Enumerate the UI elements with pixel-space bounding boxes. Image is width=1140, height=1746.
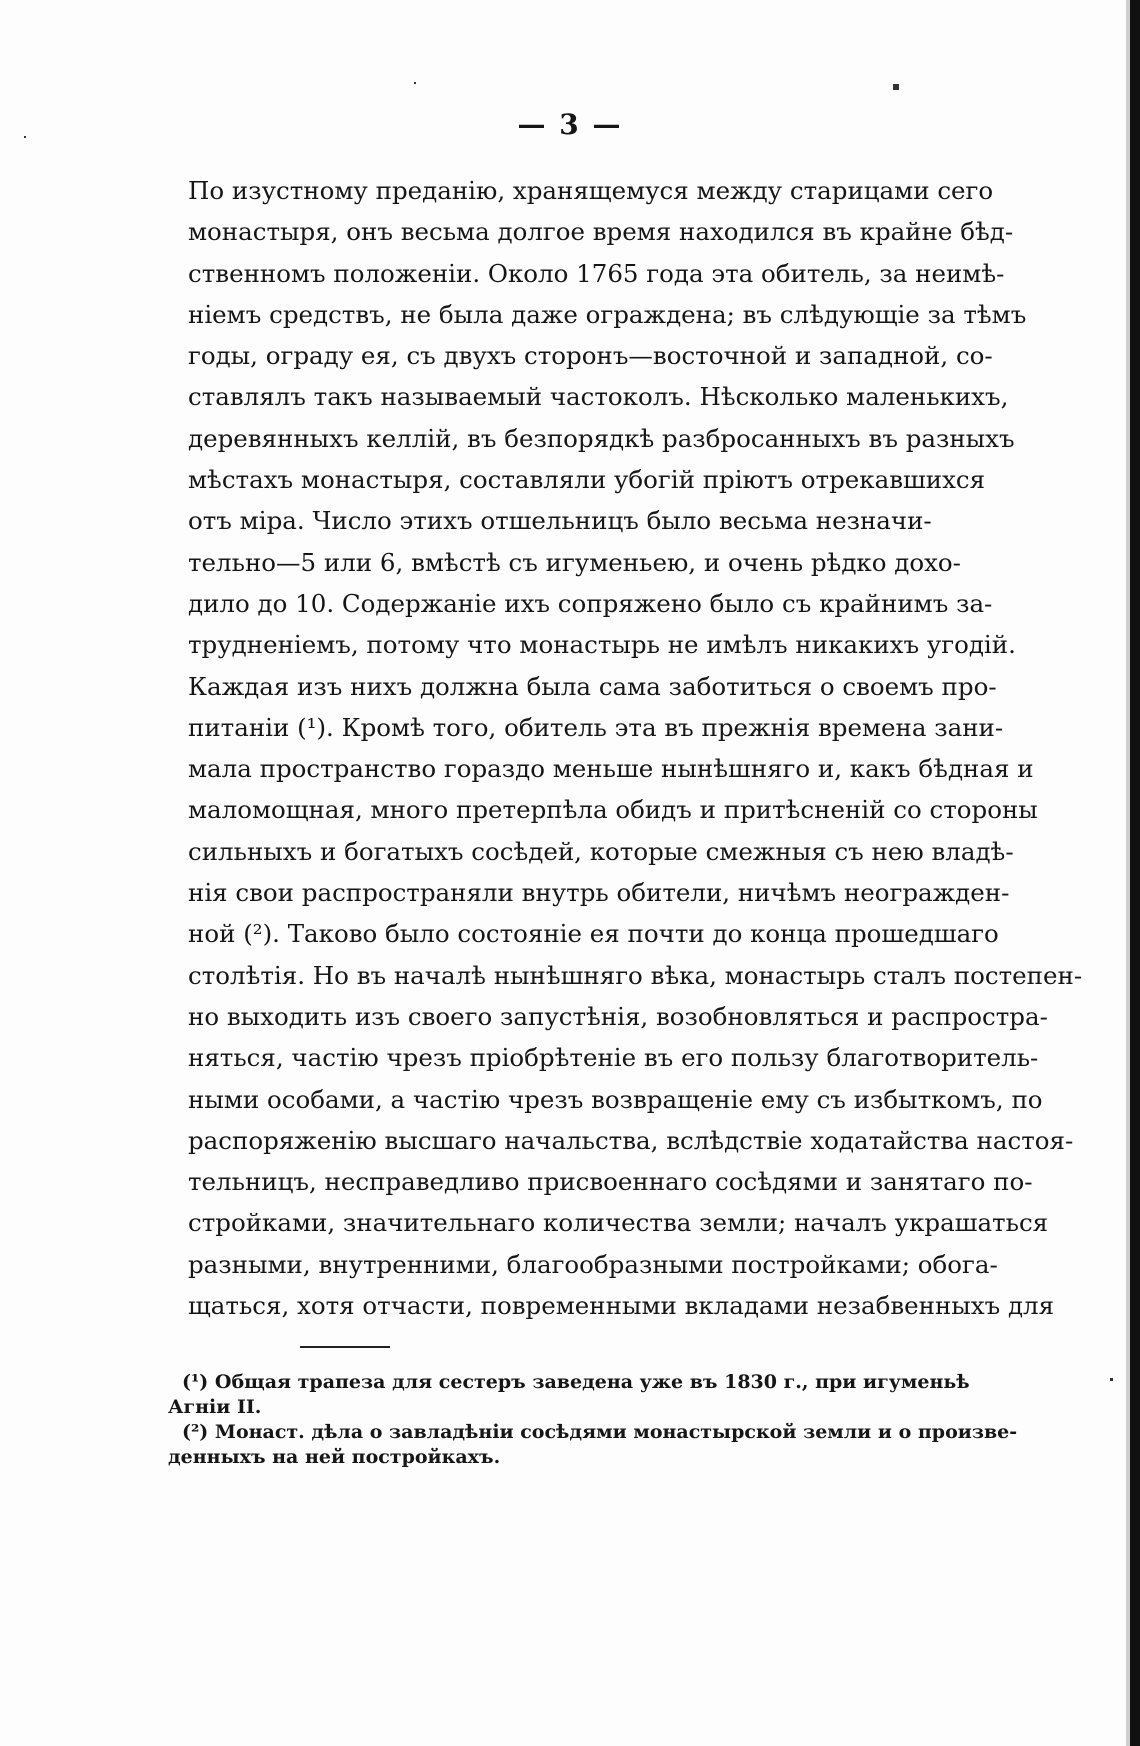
text-line: Каждая изъ нихъ должна была сама заботиться о своемъ про- [188, 671, 997, 701]
footnotes [168, 1370, 1018, 1470]
text-line: монастыря, онъ весьма долгое время находился въ крайне бѣд- [188, 217, 1014, 247]
text-line: трудненіемъ, потому что монастырь не имѣлъ никакихъ угодій. [188, 630, 1016, 660]
text-line: ставлялъ такъ называемый частоколъ. Нѣсколько маленькихъ, [188, 382, 1009, 412]
footnote-2 [168, 1420, 1018, 1470]
text-line: дило до 10. Содержаніе ихъ сопряжено было съ крайнимъ за- [188, 588, 993, 618]
text-line: деревянныхъ келлій, въ безпорядкѣ разбросанныхъ въ разныхъ [188, 423, 1015, 453]
footnote-line: денныхъ на ней постройкахъ. [168, 1446, 501, 1468]
scan-speck [1110, 1378, 1113, 1381]
footnote-line: Агніи II. [168, 1396, 262, 1418]
page-number: — 3 — [517, 108, 623, 141]
text-line: щаться, хотя отчасти, повременными вкладами незабвенныхъ для [188, 1291, 1055, 1321]
text-line: годы, ограду ея, съ двухъ сторонъ—восточной и западной, со- [188, 341, 993, 371]
text-line: мѣстахъ монастыря, составляли убогій пріютъ отрекавшихся [188, 465, 986, 495]
text-line: столѣтія. Но въ началѣ нынѣшняго вѣка, монастырь сталъ постепен- [188, 960, 1083, 990]
text-line: няться, частію чрезъ пріобрѣтеніе въ его пользу благотворитель- [188, 1043, 1039, 1073]
text-line: сильныхъ и богатыхъ сосѣдей, которые смежныя съ нею владѣ- [188, 836, 1014, 866]
text-line: мала пространство гораздо меньше нынѣшняго и, какъ бѣдная и [188, 754, 1034, 784]
text-line: ственномъ положеніи. Около 1765 года эта обитель, за неимѣ- [188, 258, 1005, 288]
scan-speck [893, 84, 899, 90]
footnote-separator [300, 1346, 390, 1348]
text-line: распоряженію высшаго начальства, вслѣдствіе ходатайства настоя- [188, 1125, 1074, 1155]
text-line: но выходить изъ своего запустѣнія, возобновляться и распростра- [188, 1001, 1048, 1031]
text-line: маломощная, много претерпѣла обидъ и притѣсненій со стороны [188, 795, 1038, 825]
text-line: ной (²). Таково было состояніе ея почти до конца прошедшаго [188, 919, 999, 949]
text-line: ніемъ средствъ, не была даже ограждена; въ слѣдующіе за тѣмъ [188, 299, 1027, 329]
main-text [188, 170, 1083, 1326]
text-line: тельно—5 или 6, вмѣстѣ съ игуменьею, и очень рѣдко дохо- [188, 547, 961, 577]
text-line: тельницъ, несправедливо присвоеннаго сосѣдями и занятаго по- [188, 1167, 1033, 1197]
text-line: нія свои распространяли внутрь обители, ничѣмъ неогражден- [188, 878, 1010, 908]
scan-speck [414, 82, 416, 84]
footnote-line: (¹) Общая трапеза для сестеръ заведена уже въ 1830 г., при игуменьѣ [182, 1371, 970, 1393]
footnote-1 [168, 1370, 970, 1420]
page-binding-edge [1130, 0, 1140, 1746]
footnote-line: (²) Монаст. дѣла о завладѣніи сосѣдями монастырской земли и о произве- [182, 1421, 1018, 1443]
text-line: разными, внутренними, благообразными постройками; обога- [188, 1249, 998, 1279]
text-line: отъ міра. Число этихъ отшельницъ было весьма незначи- [188, 506, 932, 536]
text-line: стройками, значительнаго количества земли; началъ украшаться [188, 1208, 1049, 1238]
text-line: питаніи (¹). Кромѣ того, обитель эта въ прежнія времена зани- [188, 712, 1004, 742]
text-line: ными особами, а частію чрезъ возвращеніе ему съ избыткомъ, по [188, 1084, 1043, 1114]
text-line: По изустному преданію, хранящемуся между старицами сего [188, 176, 994, 205]
